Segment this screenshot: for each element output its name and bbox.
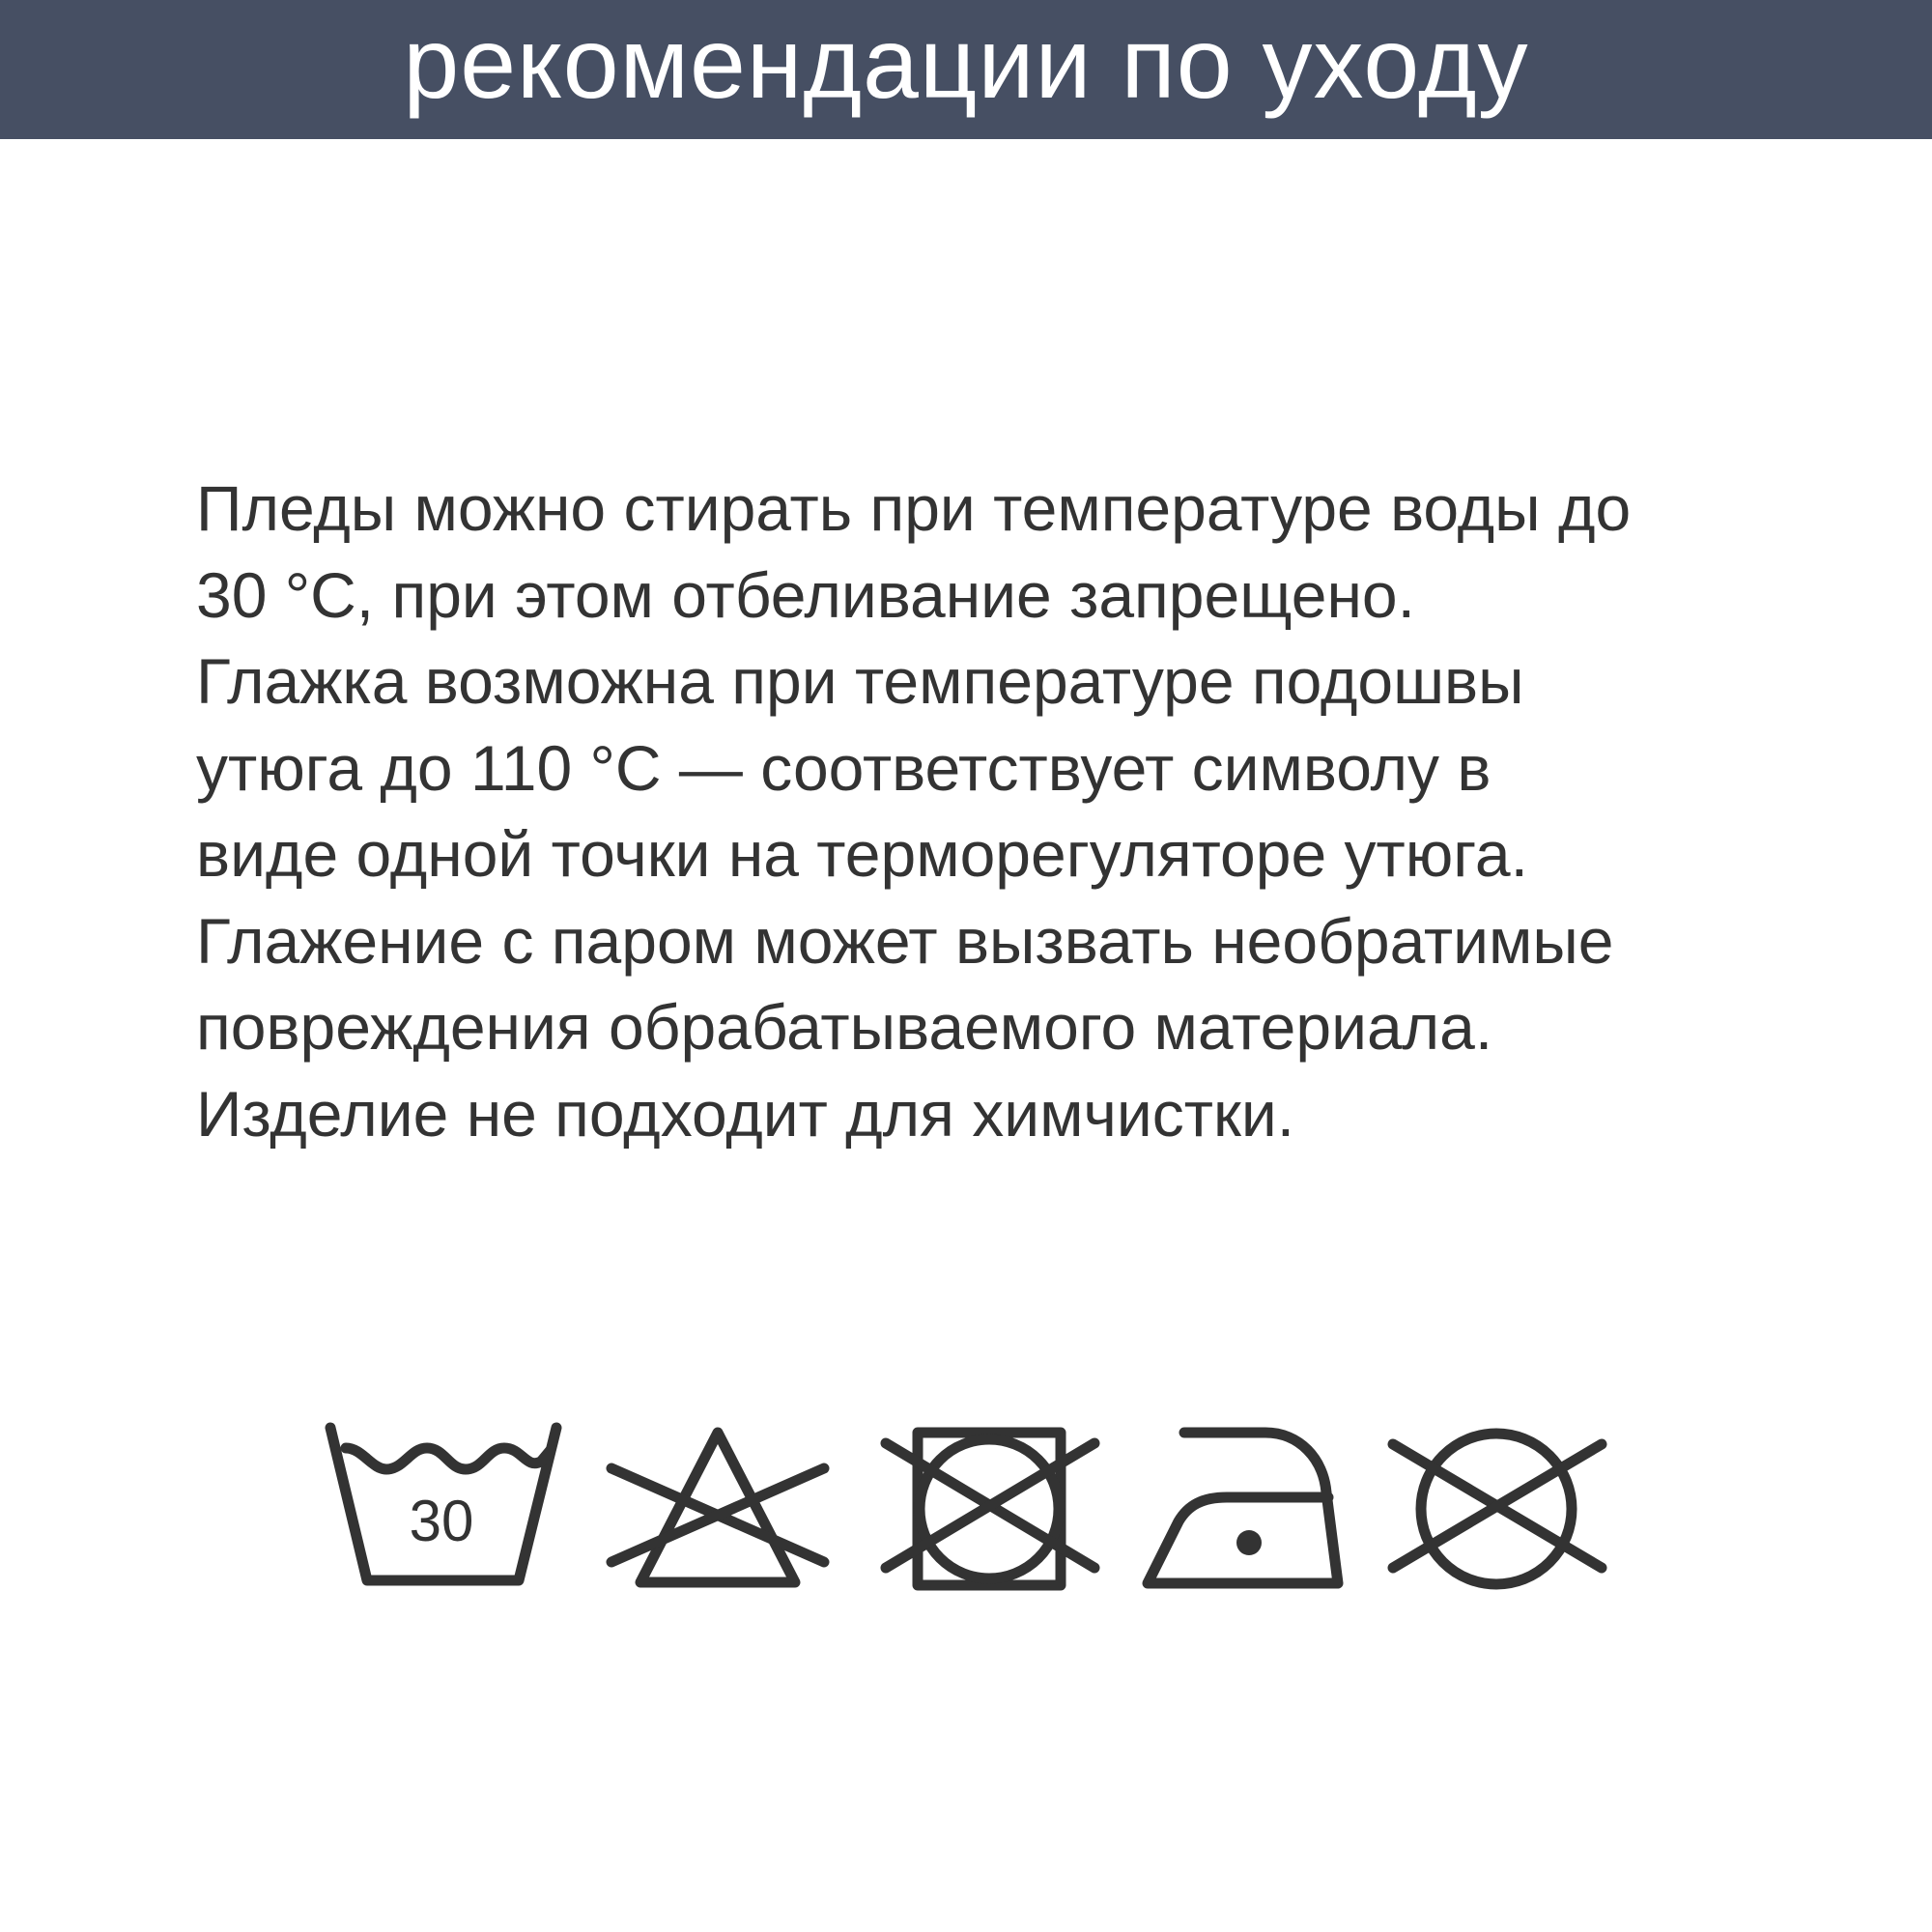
wash-temperature-label: 30 bbox=[409, 1489, 474, 1553]
text-line: Глажка возможна при температуре подошвы bbox=[196, 645, 1524, 717]
wash-30-icon bbox=[319, 1415, 570, 1589]
care-instructions-text bbox=[196, 466, 1761, 1157]
iron-low-icon bbox=[1140, 1420, 1352, 1594]
header-banner bbox=[0, 0, 1932, 139]
page-title: рекомендации по уходу bbox=[403, 8, 1529, 120]
text-line: Пледы можно стирать при температуре воды до bbox=[196, 472, 1632, 544]
text-line: повреждения обрабатываемого материала. bbox=[196, 991, 1493, 1063]
no-bleach-icon bbox=[604, 1420, 836, 1594]
text-line: Изделие не подходит для химчистки. bbox=[196, 1077, 1295, 1150]
text-line: утюга до 110 °С — соответствует символу в bbox=[196, 731, 1492, 804]
text-line: 30 °С, при этом отбеливание запрещено. bbox=[196, 558, 1415, 631]
text-line: Глажение с паром может вызвать необратимые bbox=[196, 904, 1614, 977]
no-tumble-dry-icon bbox=[874, 1420, 1101, 1594]
text-line: виде одной точки на терморегуляторе утюга. bbox=[196, 818, 1528, 890]
no-dry-clean-icon bbox=[1381, 1420, 1613, 1594]
